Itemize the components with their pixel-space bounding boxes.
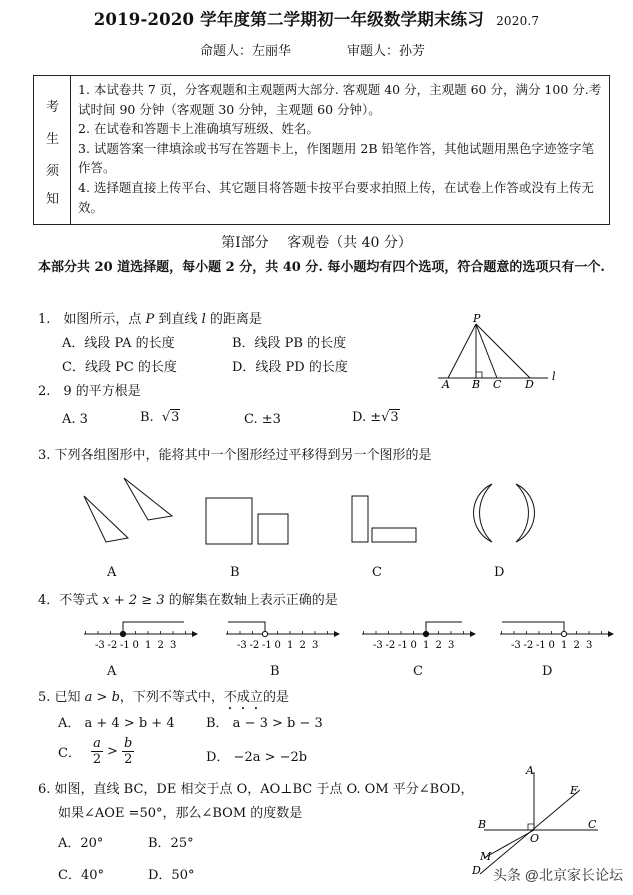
q5-option-a[interactable]: A． a + 4 > b + 4 — [58, 716, 175, 731]
q1-var-p: P — [145, 312, 155, 327]
number-line-tick-label: -3 — [511, 640, 521, 651]
q6-option-b[interactable]: B．25° — [148, 836, 194, 851]
number-line-tick-label: -1 — [398, 640, 408, 651]
q6-fig-label-m: M — [480, 850, 492, 863]
number-line-tick-label: 3 — [586, 640, 593, 651]
q5-stem-part: 5. 已知 — [38, 690, 85, 705]
q5-stem-part: ，下列不等式中， — [119, 690, 224, 705]
notice-side-label — [34, 76, 71, 224]
fraction-denominator: 2 — [124, 752, 133, 767]
q6-fig-label-b: B — [478, 818, 487, 831]
q1-option-b[interactable]: B．线段 PB 的长度 — [232, 336, 347, 351]
authors-line — [200, 40, 481, 59]
solution-bracket — [123, 622, 184, 634]
number-line-tick-label: 2 — [573, 640, 580, 651]
q4-stem-part: 4．不等式 — [38, 593, 103, 608]
q6-fig-label-c: C — [588, 818, 597, 831]
q3-label-b[interactable]: B — [230, 565, 240, 580]
number-line-tick-label: 2 — [299, 640, 306, 651]
q1-stem-part: 到直线 — [154, 312, 202, 327]
q1-fig-label-d: D — [525, 378, 534, 391]
q5-stem-part: 的是 — [262, 690, 289, 705]
number-line-tick-label: -3 — [237, 640, 247, 651]
number-line-tick-label: -2 — [523, 640, 534, 651]
notice-item: 1. 本试卷共 7 页，分客观题和主观题两大部分. 客观题 40 分，主观题 60 分，满分 100 分.考试时间 90 分钟（客观题 30 分钟，主观题 60 分钟）。 — [78, 82, 602, 117]
q2-option-d-prefix: D. ± — [352, 410, 382, 425]
exam-date: 2020.7 — [496, 14, 540, 28]
number-line-tick-label: -2 — [107, 640, 118, 651]
q4-label-b[interactable]: B — [270, 664, 280, 679]
q1-fig-label-c: C — [493, 378, 502, 391]
q4-number-line — [226, 612, 341, 652]
notice-item: 3. 试题答案一律填涂或书写在答题卡上，作图题用 2B 铅笔作答，其他试题用黑色字迹签字笔作答。 — [78, 140, 594, 176]
exam-title-text: 2019-2020 学年度第二学期初一年级数学期末练习 — [93, 10, 485, 29]
fraction-a-over-2 — [91, 736, 103, 767]
q3-figure-b — [204, 496, 294, 552]
q4-stem-part: 的解集在数轴上表示正确的是 — [164, 593, 338, 608]
number-line-tick-label: 3 — [312, 640, 319, 651]
q2-option-b-radicand: 3 — [171, 410, 180, 425]
notice-side-char: 知 — [46, 192, 60, 207]
q5-option-d[interactable]: D． −2a > −2b — [206, 750, 308, 765]
solution-bracket — [228, 622, 265, 634]
q6-stem-line1: 6. 如图，直线 BC，DE 相交于点 O，AO⊥BC 于点 O. OM 平分∠BOD， — [38, 782, 474, 797]
q3-label-d[interactable]: D — [494, 565, 505, 580]
number-line-tick-label: -3 — [373, 640, 383, 651]
q6-option-c[interactable]: C．40° — [58, 868, 104, 883]
number-line-tick-label: 1 — [423, 640, 430, 651]
notice-item: 4. 选择题直接上传平台、其它题目将答题卡按平台要求拍照上传，在试卷上作答或没有上传无效。 — [78, 179, 594, 215]
watermark: 头条 @北京家长论坛 — [492, 867, 623, 883]
q5-stem — [38, 686, 289, 713]
q6-fig-label-a: A — [526, 764, 534, 777]
number-line-tick-label: 2 — [157, 640, 164, 651]
sqrt-symbol: √ — [381, 410, 390, 425]
q4-stem — [38, 589, 338, 608]
q1-stem-part: 1. 如图所示，点 — [38, 312, 146, 327]
q2-option-d[interactable] — [352, 410, 400, 425]
exam-notice-box — [33, 75, 610, 225]
q6-stem-line2: 如果∠AOE =50°，那么∠BOM 的度数是 — [58, 806, 303, 821]
q2-option-b[interactable] — [140, 410, 180, 425]
fraction-denominator: 2 — [92, 752, 102, 767]
q1-fig-label-a: A — [442, 378, 450, 391]
sqrt-symbol: √ — [161, 410, 171, 425]
number-line-tick-label: 1 — [561, 640, 568, 651]
q5-option-b[interactable]: B． a − 3 > b − 3 — [206, 716, 323, 731]
q6-fig-label-o: O — [530, 832, 540, 845]
author-text: 命题人：左丽华 — [200, 44, 292, 59]
section-intro: 本部分共 20 道选择题，每小题 2 分，共 40 分. 每小题均有四个选项，符合题意的选项只有一个. — [38, 260, 605, 275]
q2-option-d-radicand: 3 — [390, 410, 399, 425]
section-title: 第Ⅰ部分 客观卷（共 40 分） — [221, 235, 412, 251]
number-line-tick-label: -1 — [262, 640, 272, 651]
number-line-tick-label: -2 — [249, 640, 260, 651]
open-endpoint — [561, 631, 566, 636]
number-line-tick-label: 3 — [170, 640, 177, 651]
q4-label-a[interactable]: A — [107, 664, 117, 679]
q4-number-line — [362, 612, 477, 652]
q3-figure-c — [346, 494, 426, 550]
q1-stem-part: 的距离是 — [205, 312, 262, 327]
q1-fig-label-l: l — [552, 370, 556, 383]
q2-option-b-prefix: B. — [140, 410, 154, 425]
number-line-tick-label: 1 — [145, 640, 152, 651]
fraction-numerator: b — [124, 736, 133, 751]
number-line-tick-label: -1 — [120, 640, 130, 651]
number-line-tick-label: 1 — [287, 640, 294, 651]
number-line-tick-label: -3 — [95, 640, 105, 651]
q4-inequality: x + 2 ≥ 3 — [102, 593, 165, 608]
notice-side-char: 须 — [46, 164, 60, 179]
fraction-numerator: a — [93, 736, 101, 751]
number-line-tick-label: 0 — [274, 640, 281, 651]
exam-title — [0, 6, 633, 30]
number-line-arrow — [192, 631, 198, 637]
q3-label-a[interactable]: A — [107, 565, 117, 580]
q5-emphasis: 不成立 — [223, 690, 263, 705]
closed-endpoint — [423, 631, 428, 636]
fraction-b-over-2 — [122, 736, 134, 767]
notice-side-char: 考 — [46, 100, 60, 115]
q1-option-d[interactable]: D．线段 PD 的长度 — [232, 360, 348, 375]
q1-option-a[interactable]: A．线段 PA 的长度 — [62, 336, 175, 351]
q5-option-c[interactable] — [58, 736, 134, 767]
closed-endpoint — [120, 631, 125, 636]
q2-stem: 2. 9 的平方根是 — [38, 384, 141, 399]
q1-fig-label-b: B — [472, 378, 481, 391]
q3-figure-a — [78, 472, 178, 542]
q1-figure — [430, 312, 570, 392]
q6-fig-label-d: D — [472, 864, 481, 877]
q4-label-d[interactable]: D — [542, 664, 553, 679]
q1-option-c[interactable]: C．线段 PC 的长度 — [62, 360, 177, 375]
number-line-tick-label: 0 — [410, 640, 417, 651]
notice-items — [78, 80, 603, 217]
q6-fig-label-e: E — [570, 784, 579, 797]
q4-label-c[interactable]: C — [413, 664, 423, 679]
q5-option-c-prefix: C． — [58, 746, 81, 761]
q3-figure-d — [462, 480, 552, 546]
solution-bracket — [426, 622, 462, 634]
q1-var-l: l — [201, 312, 206, 327]
number-line-arrow — [470, 631, 476, 637]
solution-bracket — [502, 622, 564, 634]
number-line-tick-label: -1 — [536, 640, 546, 651]
q6-option-d[interactable]: D．50° — [148, 868, 195, 883]
q5-option-c-operator: > — [107, 744, 118, 759]
reviewer-text: 审题人：孙芳 — [347, 44, 426, 59]
number-line-tick-label: -2 — [385, 640, 396, 651]
q1-stem — [38, 308, 262, 327]
notice-side-char: 生 — [46, 132, 60, 147]
number-line-tick-label: 3 — [448, 640, 455, 651]
open-endpoint — [262, 631, 267, 636]
number-line-tick-label: 0 — [548, 640, 555, 651]
q2-option-c[interactable]: C. ±3 — [244, 412, 281, 427]
q2-option-a[interactable]: A. 3 — [62, 412, 88, 427]
number-line-arrow — [608, 631, 614, 637]
q6-figure — [470, 762, 610, 878]
q3-label-c[interactable]: C — [372, 565, 382, 580]
notice-item: 2. 在试卷和答题卡上准确填写班级、姓名。 — [78, 121, 319, 137]
number-line-tick-label: 2 — [435, 640, 442, 651]
q4-number-line — [84, 612, 199, 652]
number-line-tick-label: 0 — [132, 640, 139, 651]
q1-fig-label-p: P — [473, 312, 481, 325]
q5-given: a > b — [84, 690, 120, 705]
q3-stem: 3. 下列各组图形中，能将其中一个图形经过平移得到另一个图形的是 — [38, 448, 432, 463]
q6-option-a[interactable]: A．20° — [58, 836, 104, 851]
q4-number-line — [500, 612, 615, 652]
number-line-arrow — [334, 631, 340, 637]
